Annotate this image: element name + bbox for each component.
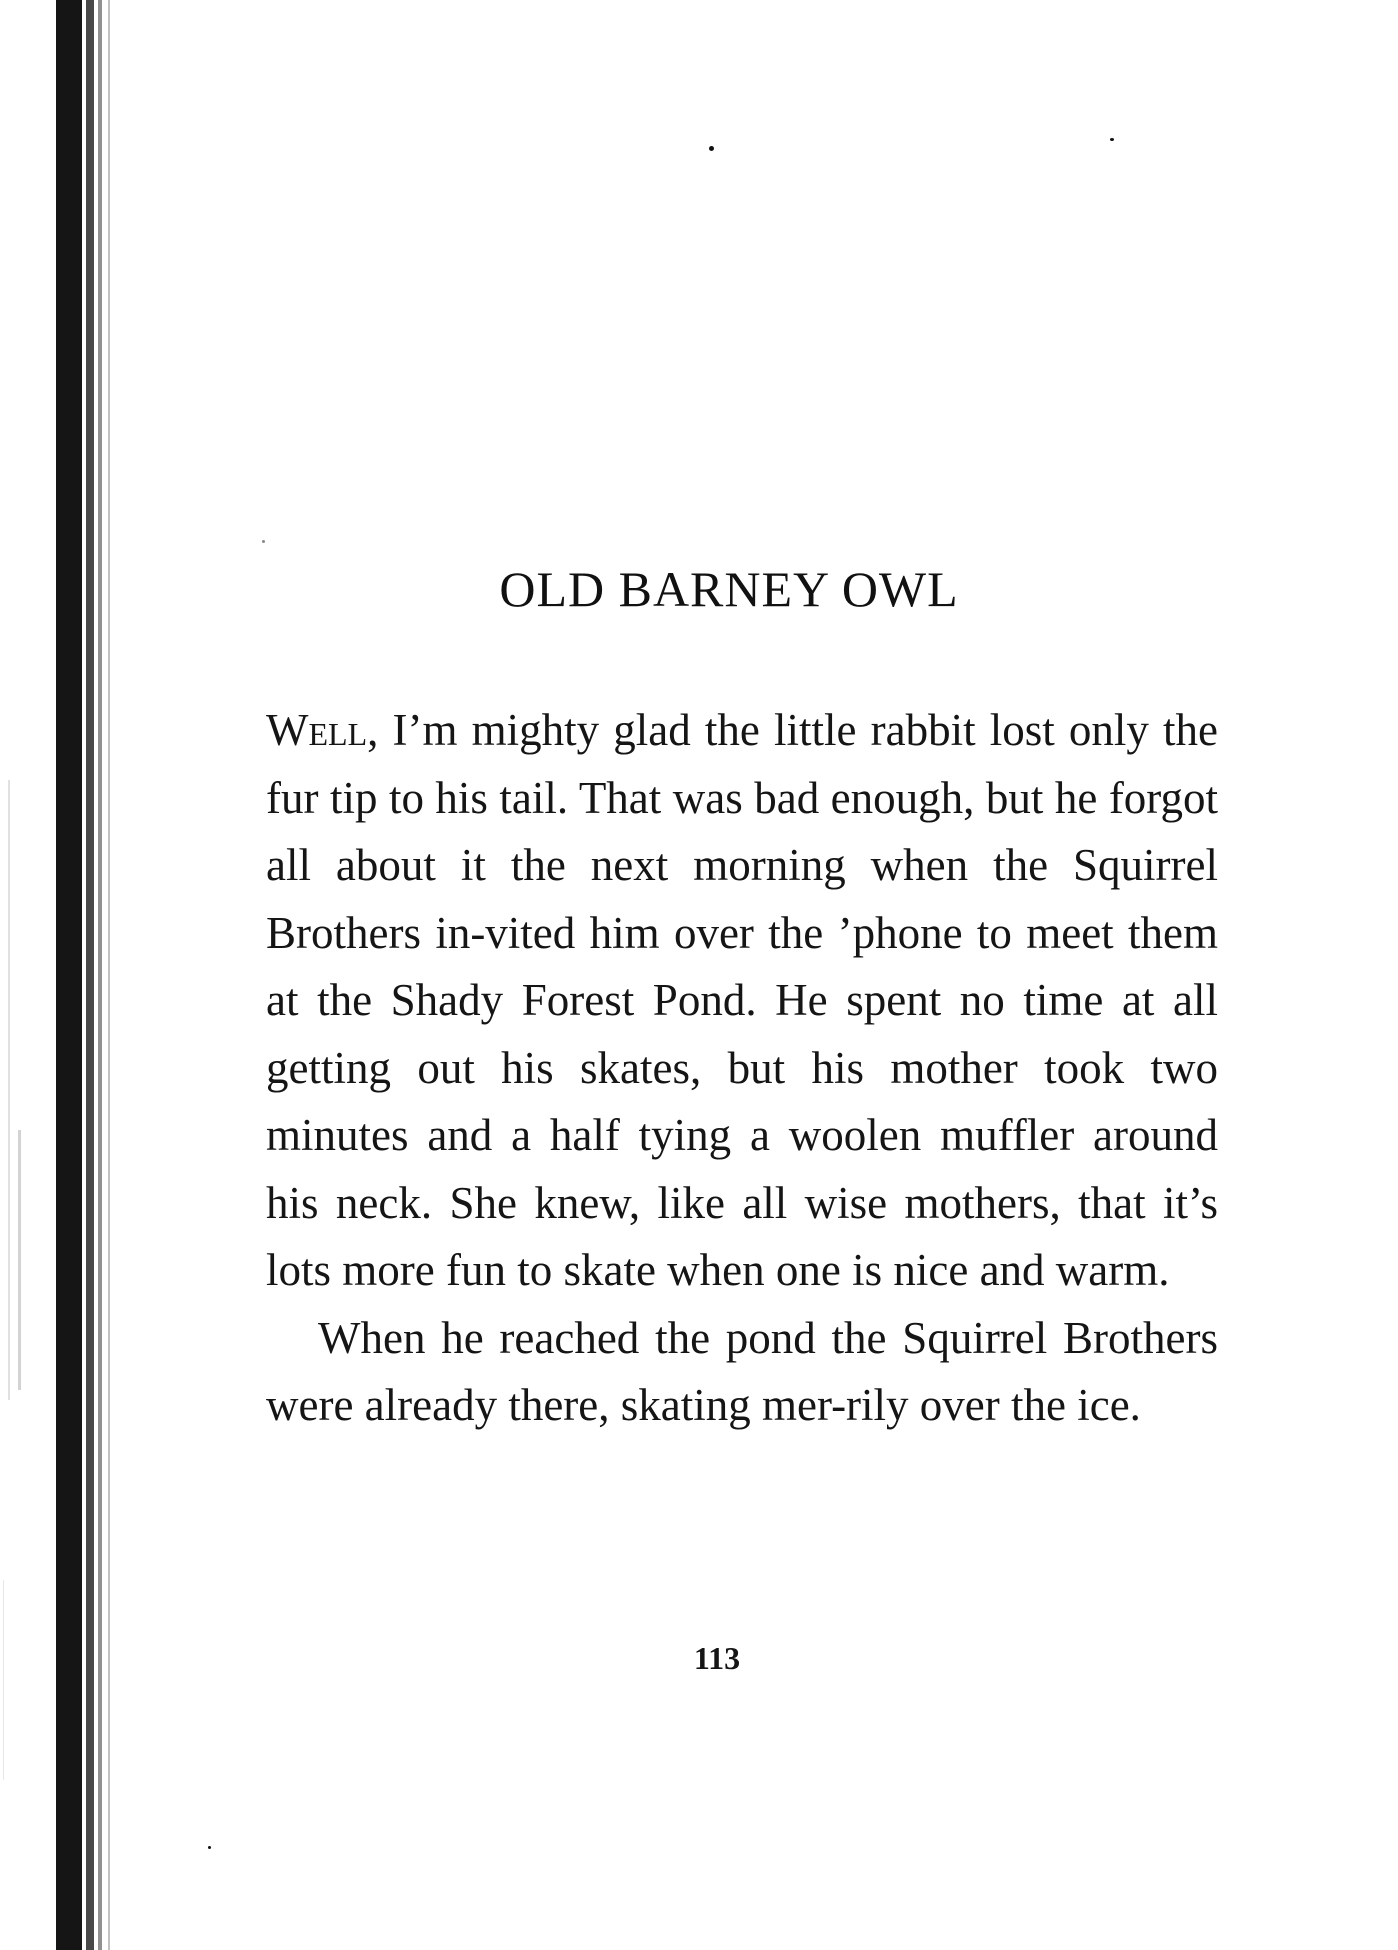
paragraph-lead: Well, bbox=[266, 705, 379, 755]
paragraph-text: I’m mighty glad the little rabbit lost only the fur tip to his tail. That was bad enough, but he forgot all about it the next morning when the Squirrel Brothers in-vited him over the ’phone to meet them at the Shady Forest Pond. He spent no time at all getting out his skates, but his mother took two minutes and a half tying a woolen muffler around his neck. She knew, like all wise mothers, that it’s lots more fun to skate when one is nice and warm. bbox=[266, 705, 1218, 1295]
scan-speck bbox=[208, 1846, 211, 1849]
paragraph bbox=[266, 697, 1218, 1305]
page-number: 113 bbox=[693, 1640, 741, 1676]
binding-shadow-band bbox=[18, 1130, 21, 1390]
chapter-title-text: OLD BARNEY OWL bbox=[499, 561, 959, 617]
scan-speck bbox=[709, 146, 714, 151]
body-text bbox=[266, 697, 1218, 1440]
scan-speck bbox=[262, 540, 265, 543]
scan-speck bbox=[1110, 138, 1114, 141]
binding-shadow-band bbox=[3, 1580, 4, 1780]
chapter-title bbox=[0, 560, 1398, 618]
binding-shadow-band bbox=[8, 780, 10, 1400]
paragraph: When he reached the pond the Squirrel Brothers were already there, skating mer-rily over the ice. bbox=[266, 1312, 1218, 1430]
